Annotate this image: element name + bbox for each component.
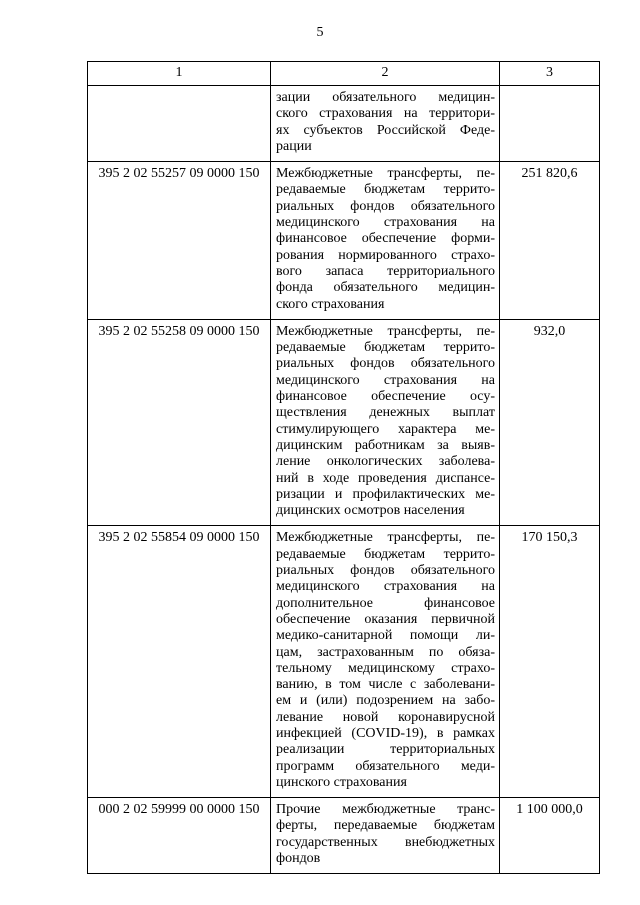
- column-header-2: 2: [271, 62, 500, 86]
- amount-cell: 932,0: [500, 319, 600, 526]
- description-line: ление онкологических заболева-: [276, 454, 495, 470]
- description-line: ях субъектов Российской Феде-: [276, 122, 495, 138]
- description-line: ванию, в том числе с заболевани-: [276, 677, 495, 693]
- description-line: ферты, передаваемые бюджетам: [276, 818, 495, 834]
- table-header-row: [88, 62, 600, 86]
- description-line: ем и (или) подозрением на забо-: [276, 693, 495, 709]
- description-cell: [271, 798, 500, 874]
- description-line: дицинским работникам за выяв-: [276, 437, 495, 453]
- table-row: [88, 86, 600, 162]
- description-line: редаваемые бюджетам террито-: [276, 546, 495, 562]
- description-line: редаваемые бюджетам террито-: [276, 182, 495, 198]
- table-row: [88, 319, 600, 526]
- description-line: медико-санитарной помощи ли-: [276, 628, 495, 644]
- budget-code-cell: [88, 86, 271, 162]
- description-line: риальных фондов обязательного: [276, 563, 495, 579]
- description-line: Межбюджетные трансферты, пе-: [276, 530, 495, 546]
- description-line: ний в ходе проведения диспансе-: [276, 470, 495, 486]
- description-line: фондов: [276, 851, 321, 867]
- description-line: левание новой коронавирусной: [276, 709, 495, 725]
- description-line: ского страхования: [276, 296, 385, 312]
- description-cell: [271, 319, 500, 526]
- amount-cell: 251 820,6: [500, 162, 600, 320]
- description-line: фонда обязательного медицин-: [276, 280, 495, 296]
- description-line: Межбюджетные трансферты, пе-: [276, 166, 495, 182]
- description-line: дицинских осмотров населения: [276, 503, 465, 519]
- budget-code-cell: 395 2 02 55258 09 0000 150: [88, 319, 271, 526]
- description-line: инфекцией (COVID-19), в рамках: [276, 725, 495, 741]
- description-line: реализации территориальных: [276, 742, 495, 758]
- description-line: риальных фондов обязательного: [276, 356, 495, 372]
- description-line: ризации и профилактических ме-: [276, 486, 495, 502]
- description-line: дополнительное финансовое: [276, 595, 495, 611]
- description-line: финансовое обеспечение осу-: [276, 389, 495, 405]
- column-header-3: 3: [500, 62, 600, 86]
- description-line: ского страхования на территори-: [276, 106, 495, 122]
- table-row: [88, 798, 600, 874]
- description-line: рования нормированного страхо-: [276, 247, 495, 263]
- budget-code-cell: 395 2 02 55257 09 0000 150: [88, 162, 271, 320]
- description-line: программ обязательного меди-: [276, 758, 495, 774]
- description-line: цинского страхования: [276, 774, 407, 790]
- description-line: цам, застрахованным по обяза-: [276, 644, 495, 660]
- description-line: зации обязательного медицин-: [276, 90, 495, 105]
- amount-cell: 170 150,3: [500, 526, 600, 798]
- table-row: [88, 526, 600, 798]
- description-line: риальных фондов обязательного: [276, 198, 495, 214]
- description-line: вого запаса территориального: [276, 263, 495, 279]
- description-cell: [271, 86, 500, 162]
- amount-cell: [500, 86, 600, 162]
- description-line: Прочие межбюджетные транс-: [276, 802, 495, 818]
- column-header-1: 1: [88, 62, 271, 86]
- description-line: редаваемые бюджетам террито-: [276, 340, 495, 356]
- description-line: медицинского страхования на: [276, 579, 495, 595]
- description-cell: [271, 162, 500, 320]
- description-line: стимулирующего характера ме-: [276, 421, 495, 437]
- description-line: медицинского страхования на: [276, 215, 495, 231]
- description-line: рации: [276, 138, 312, 154]
- budget-table: [87, 61, 600, 874]
- description-line: обеспечение оказания первичной: [276, 611, 495, 627]
- description-line: государственных внебюджетных: [276, 834, 495, 850]
- page-number: 5: [316, 25, 324, 40]
- description-line: тельному медицинскому страхо-: [276, 660, 495, 676]
- description-line: финансовое обеспечение форми-: [276, 231, 495, 247]
- budget-code-cell: 395 2 02 55854 09 0000 150: [88, 526, 271, 798]
- table-body: [88, 86, 600, 874]
- description-line: Межбюджетные трансферты, пе-: [276, 323, 495, 339]
- description-cell: [271, 526, 500, 798]
- description-line: медицинского страхования на: [276, 372, 495, 388]
- budget-code-cell: 000 2 02 59999 00 0000 150: [88, 798, 271, 874]
- amount-cell: 1 100 000,0: [500, 798, 600, 874]
- table-row: [88, 162, 600, 320]
- description-line: ществления денежных выплат: [276, 405, 495, 421]
